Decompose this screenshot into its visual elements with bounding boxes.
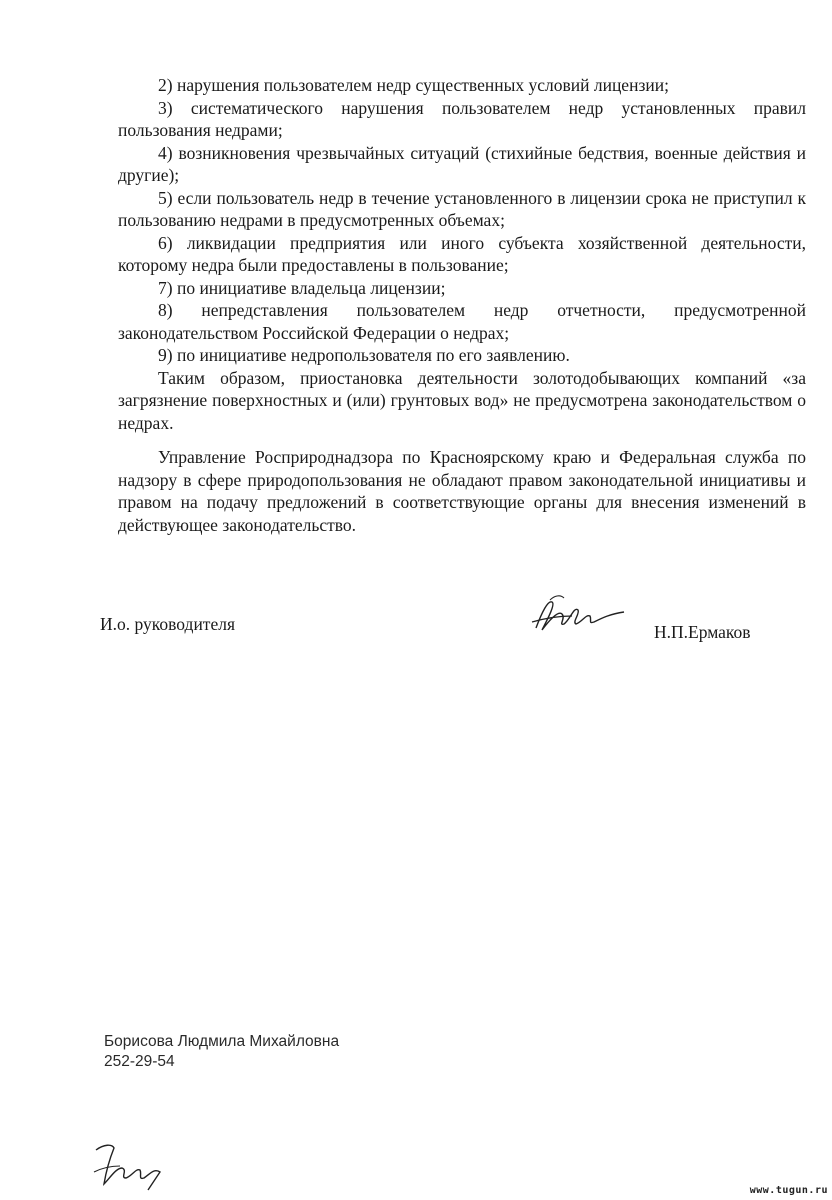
executor-block	[104, 1032, 339, 1072]
signatory-title: И.о. руководителя	[100, 614, 236, 634]
signatory-name: Н.П.Ермаков	[654, 622, 751, 642]
site-watermark: www.tugun.ru	[749, 1185, 828, 1196]
executor-phone: 252-29-54	[104, 1053, 175, 1070]
paragraph-item-5: 5) если пользователь недр в течение установленного в лицензии срока не приступил к пользованию недрами в предусмотренных объемах;	[118, 187, 806, 230]
authority-paragraph: Управление Росприроднадзора по Красноярскому краю и Федеральная служба по надзору в сфере природопользования не обладают правом законодательной инициативы и правом на подачу предложений в соответствующие органы для внесения изменений в действующее законодательство.	[118, 447, 806, 535]
paragraph-item-2: 2) нарушения пользователем недр существенных условий лицензии;	[158, 75, 669, 95]
paragraph-item-9: 9) по инициативе недропользователя по его заявлению.	[158, 345, 570, 365]
paragraph-item-7: 7) по инициативе владельца лицензии;	[158, 277, 446, 298]
executor-name: Борисова Людмила Михайловна	[104, 1033, 340, 1050]
signature-image	[528, 592, 628, 638]
paragraph-item-8: 8) непредставления пользователем недр отчетности, предусмотренной законодательством Российской Федерации о недрах;	[118, 300, 806, 343]
conclusion-paragraph: Таким образом, приостановка деятельности золотодобывающих компаний «за загрязнение поверхностных и (или) грунтовых вод» не предусмотрена законодательством о недрах.	[118, 367, 806, 433]
initials-signature-image	[90, 1138, 170, 1194]
paragraph-item-3: 3) систематического нарушения пользователем недр установленных правил пользования недрами;	[118, 97, 806, 140]
paragraph-item-4: 4) возникновения чрезвычайных ситуаций (стихийные бедствия, военные действия и другие);	[118, 142, 806, 185]
document-body	[118, 74, 806, 536]
paragraph-item-6: 6) ликвидации предприятия или иного субъекта хозяйственной деятельности, которому недра были предоставлены в пользование;	[118, 232, 806, 275]
